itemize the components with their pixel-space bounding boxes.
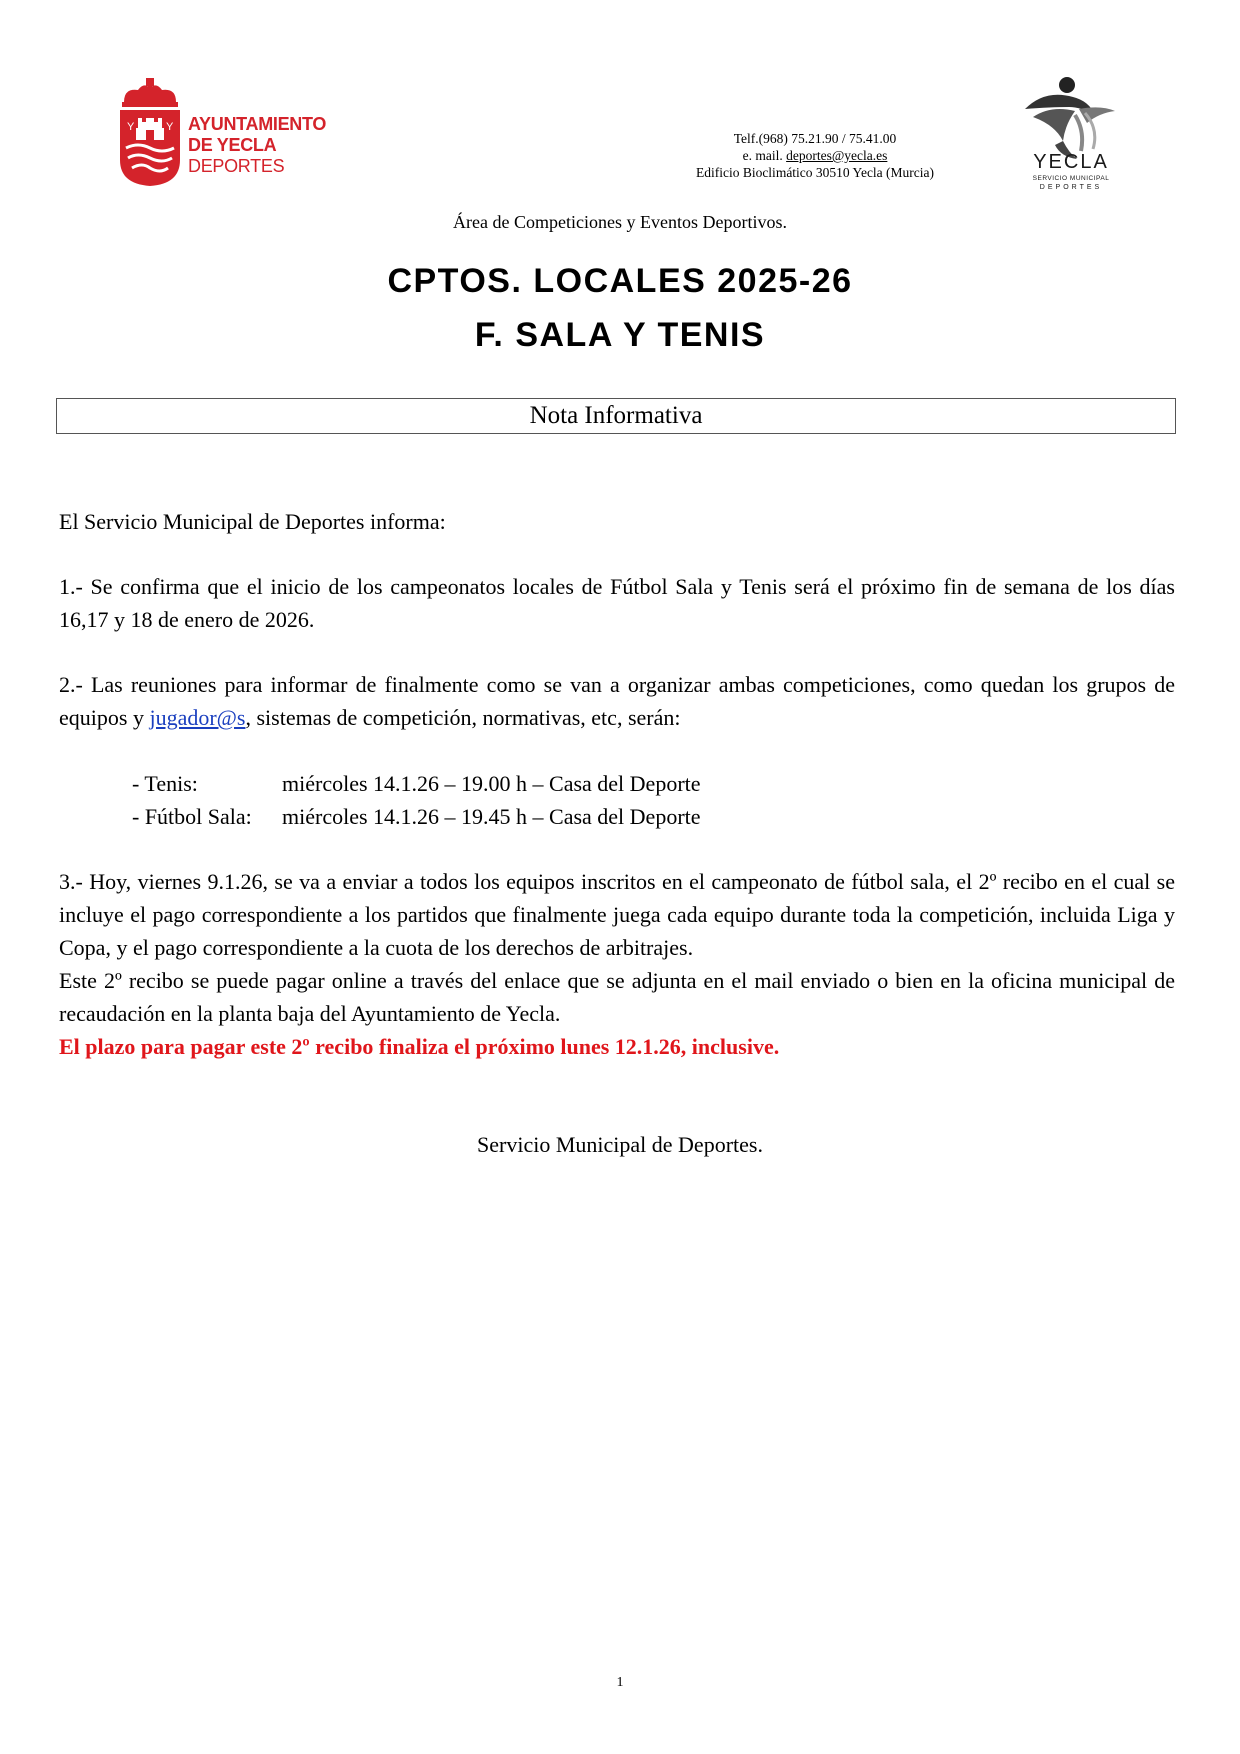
nota-informativa-box: Nota Informativa: [56, 398, 1176, 434]
logo-line-ayuntamiento: AYUNTAMIENTO: [188, 114, 327, 134]
contact-email-link[interactable]: deportes@yecla.es: [786, 148, 888, 163]
contact-info: [640, 130, 990, 181]
logo-line-deportes: DEPORTES: [188, 156, 285, 176]
logo-line-de-yecla: DE YECLA: [188, 135, 277, 155]
schedule-label: - Fútbol Sala:: [132, 804, 252, 829]
intro-paragraph: El Servicio Municipal de Deportes informa:: [59, 509, 446, 534]
paragraph-2: [59, 668, 1175, 734]
area-heading: Área de Competiciones y Eventos Deportivos.: [453, 212, 787, 232]
paragraph-2-after: , sistemas de competición, normativas, etc, serán:: [245, 705, 681, 730]
sports-logo-name: YECLA: [1033, 151, 1109, 173]
paragraph-2-before: 2.- Las reuniones para informar de finalmente como se van a organizar ambas competiciones, como quedan los grupos de equipos y: [59, 672, 1175, 730]
page-number: 1: [616, 1675, 624, 1690]
coat-of-arms-icon: [118, 78, 182, 188]
sports-logo-tagline2: DEPORTES: [1039, 184, 1103, 191]
schedule-label: - Tenis:: [132, 771, 198, 796]
paragraph-3: [59, 865, 1175, 1030]
page-title-line1: CPTOS. LOCALES 2025-26: [387, 262, 853, 300]
svg-text:Y: Y: [166, 121, 174, 133]
sports-service-logo: [1015, 75, 1125, 195]
payment-deadline-notice: El plazo para pagar este 2º recibo finaliza el próximo lunes 12.1.26, inclusive.: [59, 1034, 780, 1059]
sports-logo-tagline1: SERVICIO MUNICIPAL: [1032, 175, 1110, 182]
page-title-line2: F. SALA Y TENIS: [474, 316, 766, 354]
schedule-row: [132, 767, 701, 800]
contact-address: Edificio Bioclimático 30510 Yecla (Murcia): [695, 165, 935, 180]
contact-email-prefix: e. mail.: [742, 148, 787, 163]
paragraph-3-line2: Este 2º recibo se puede pagar online a través del enlace que se adjunta en el mail enviado o bien en la oficina municipal de recaudación en la planta baja del Ayuntamiento de Yecla.: [59, 968, 1175, 1026]
jugadores-link[interactable]: jugador@s: [149, 705, 246, 730]
paragraph-3-line1: 3.- Hoy, viernes 9.1.26, se va a enviar a todos los equipos inscritos en el campeonato de fútbol sala, el 2º recibo en el cual se incluye el pago correspondiente a los partidos que finalmente juega cada equipo durante toda la competición, incluida Liga y Copa, y el pago correspondiente a la cuota de los derechos de arbitrajes.: [59, 869, 1175, 960]
svg-text:Y: Y: [127, 121, 135, 133]
schedule-row: [132, 800, 701, 833]
schedule-detail: miércoles 14.1.26 – 19.00 h – Casa del Deporte: [282, 771, 701, 796]
ayuntamiento-logo: [118, 78, 348, 188]
schedule-detail: miércoles 14.1.26 – 19.45 h – Casa del Deporte: [282, 804, 701, 829]
paragraph-1: 1.- Se confirma que el inicio de los campeonatos locales de Fútbol Sala y Tenis será el próximo fin de semana de los días 16,17 y 18 de enero de 2026.: [59, 574, 1175, 632]
contact-phone: Telf.(968) 75.21.90 / 75.41.00: [733, 131, 897, 146]
contact-email-line: [640, 147, 990, 164]
signature: Servicio Municipal de Deportes.: [477, 1132, 763, 1157]
